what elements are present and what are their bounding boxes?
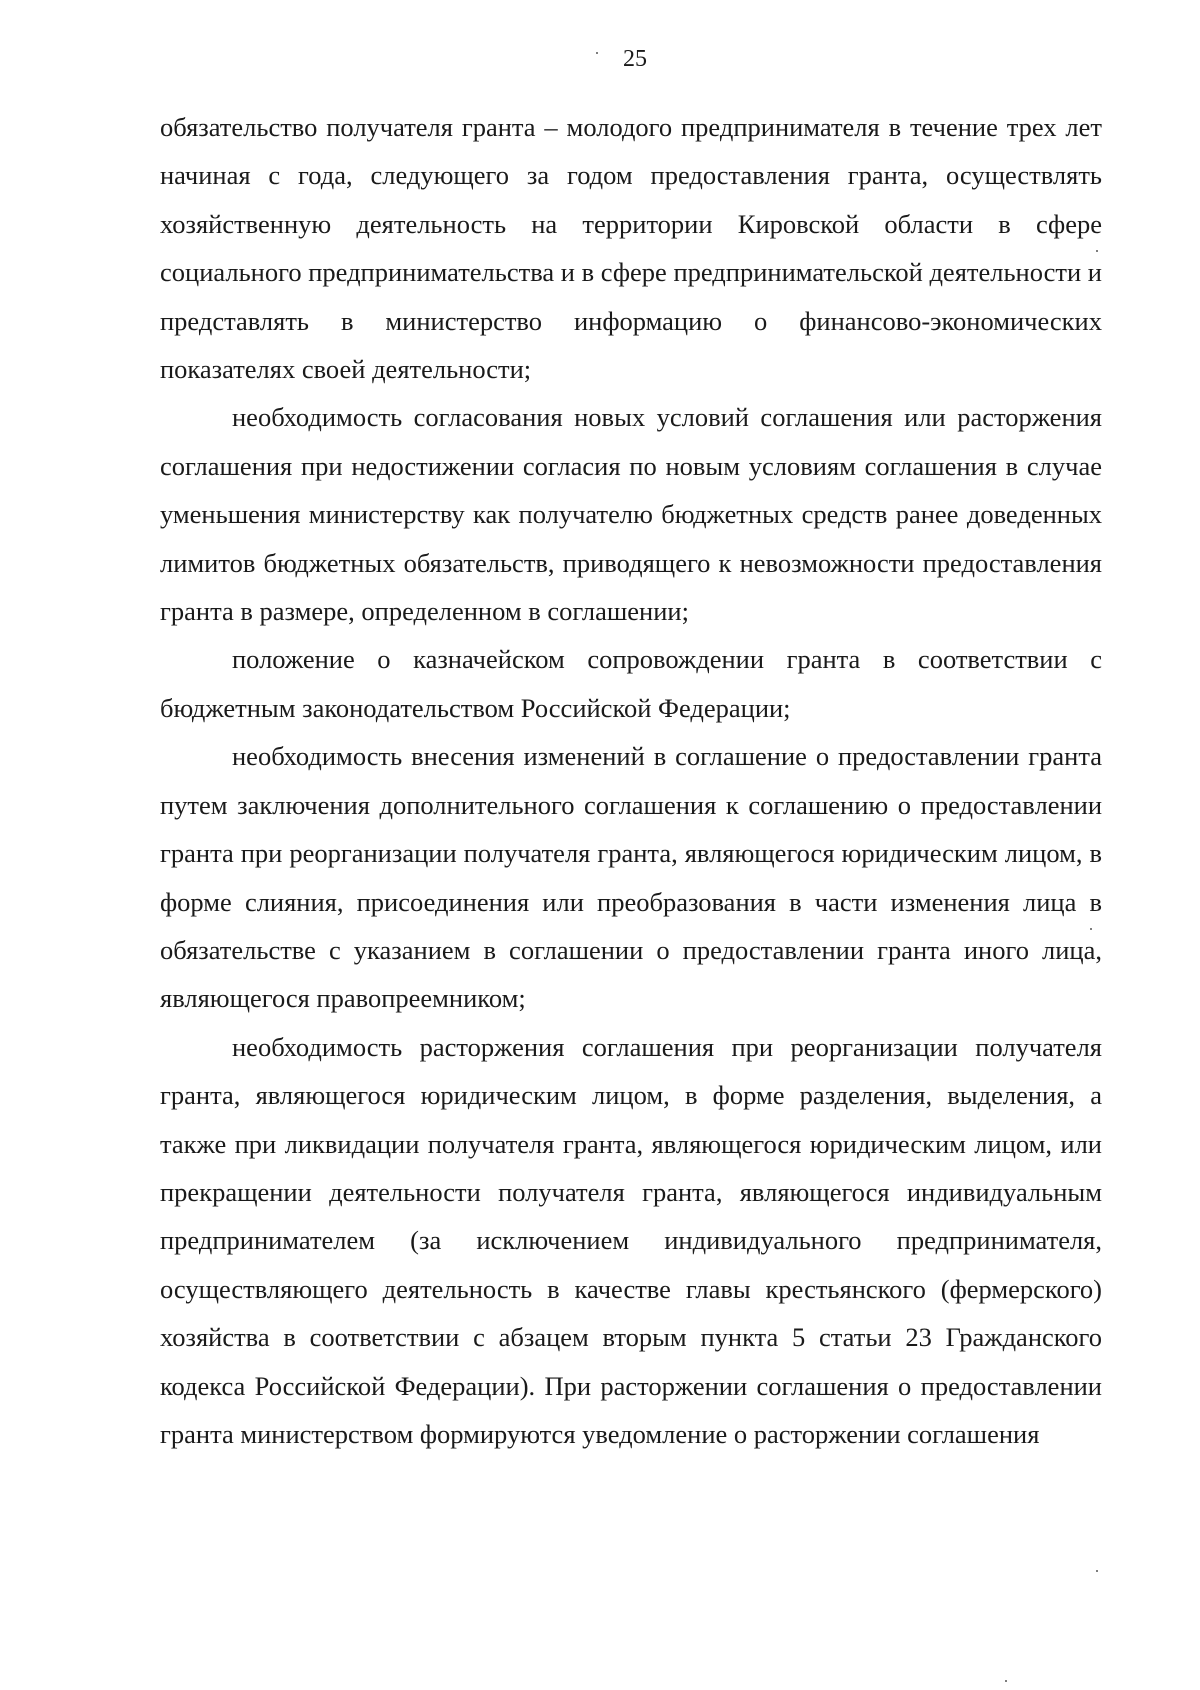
paragraph-treasury-support: положение о казначейском сопровождении гранта в соответствии с бюджетным законодательством Российской Федерации;	[160, 644, 1102, 723]
scan-speck	[1005, 1680, 1007, 1682]
paragraph-termination: необходимость расторжения соглашения при реорганизации получателя гранта, являющегося юридическим лицом, в форме разделения, выделения, а также при ликвидации получателя гранта, являющегося юридическим лицом, или прекращении деятельности получателя гранта, являющегося индивидуальным предпринимателем (за исключением индивидуального предпринимателя, осуществляющего деятельность в качестве главы крестьянского (фермерского) хозяйства в соответствии с абзацем вторым пункта 5 статьи 23 Гражданского кодекса Российской Федерации). При расторжении соглашения о предоставлении гранта министерством формируются уведомление о расторжении соглашения	[160, 1031, 1102, 1449]
scan-speck	[596, 52, 598, 54]
document-body	[160, 103, 1102, 1458]
page-number: 25	[623, 46, 647, 72]
paragraph-new-conditions: необходимость согласования новых условий соглашения или расторжения соглашения при недостижении согласия по новым условиям соглашения в случае уменьшения министерству как получателю бюджетных средств ранее доведенных лимитов бюджетных обязательств, приводящего к невозможности предоставления гранта в размере, определенном в соглашении;	[160, 402, 1102, 627]
scan-speck	[1096, 1570, 1098, 1572]
scan-speck	[1096, 250, 1098, 252]
scan-speck	[1090, 928, 1092, 930]
paragraph-obligation-continued: обязательство получателя гранта – молодого предпринимателя в течение трех лет начиная с года, следующего за годом предоставления гранта, осуществлять хозяйственную деятельность на территории Кировской области в сфере социального предпринимательства и в сфере предпринимательской деятельности и представлять в министерство информацию о финансово-экономических показателях своей деятельности;	[160, 112, 1102, 385]
paragraph-amendments-reorganization: необходимость внесения изменений в соглашение о предоставлении гранта путем заключения дополнительного соглашения к соглашению о предоставлении гранта при реорганизации получателя гранта, являющегося юридическим лицом, в форме слияния, присоединения или преобразования в части изменения лица в обязательстве с указанием в соглашении о предоставлении гранта иного лица, являющегося правопреемником;	[160, 741, 1102, 1014]
